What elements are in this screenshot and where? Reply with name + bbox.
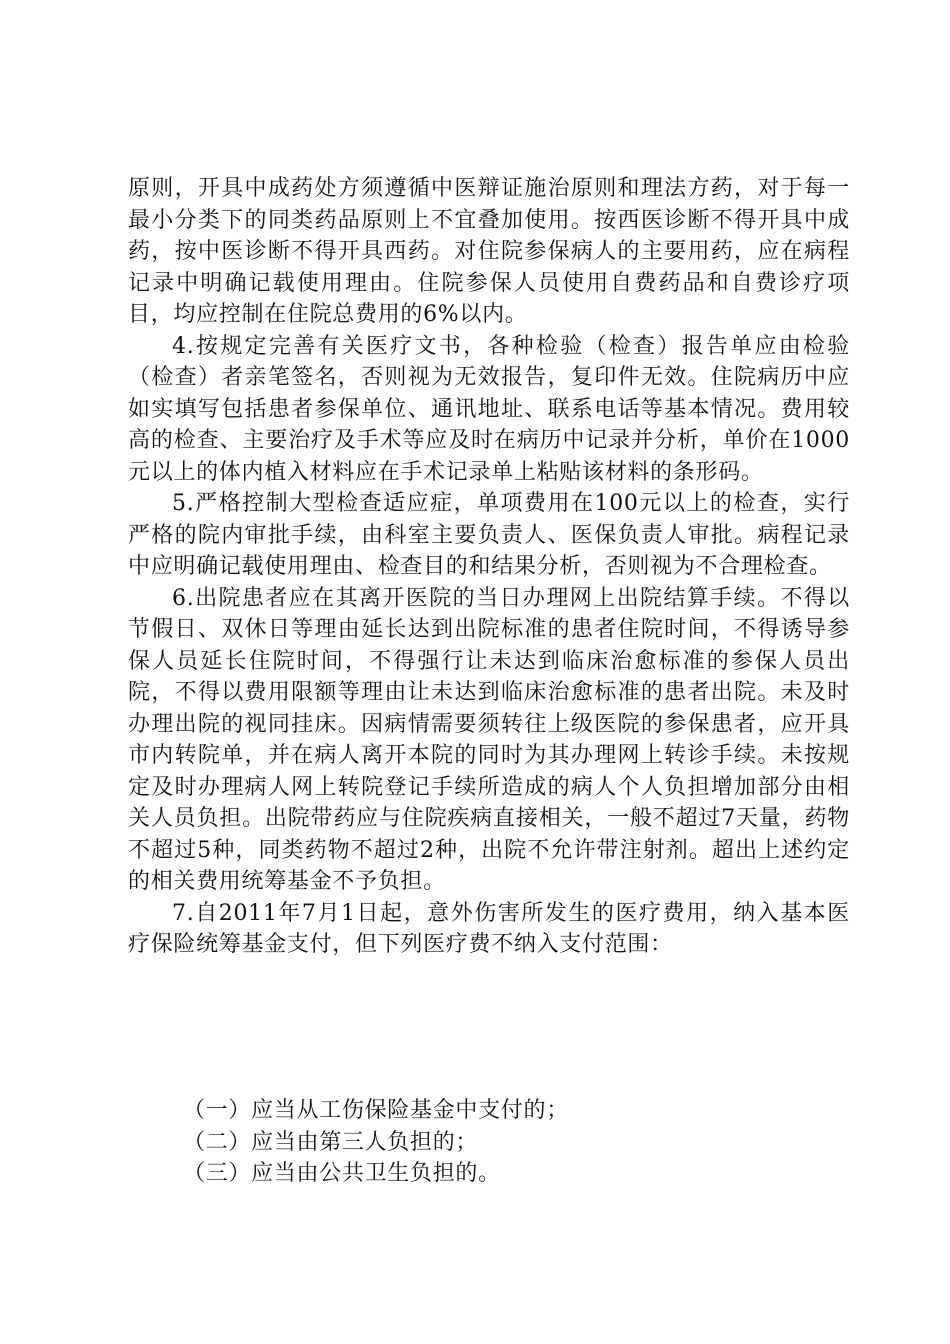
paragraph-item-4: 4.按规定完善有关医疗文书，各种检验（检查）报告单应由检验（检查）者亲笔签名，否则视为无效报告，复印件无效。住院病历中应如实填写包括患者参保单位、通讯地址、联系电话等基本情况。费用较高的检查、主要治疗及手术等应及时在病历中记录并分析，单价在1000元以上的体内植入材料应在手术记录单上粘贴该材料的条形码。 <box>128 333 850 485</box>
list-item: （二）应当由第三人负担的； <box>183 1129 479 1155</box>
exclusion-list <box>183 1095 850 1190</box>
list-item: （一）应当从工伤保险基金中支付的； <box>183 1098 569 1123</box>
paragraph-continued: 原则，开具中成药处方须遵循中医辩证施治原则和理法方药，对于每一最小分类下的同类药品原则上不宜叠加使用。按西医诊断不得开具中成药，按中医诊断不得开具西药。对住院参保病人的主要用药，应在病程记录中明确记载使用理由。住院参保人员使用自费药品和自费诊疗项目，均应控制在住院总费用的6%以内。 <box>128 176 850 327</box>
paragraph-item-5: 5.严格控制大型检查适应症，单项费用在100元以上的检查，实行严格的院内审批手续，由科室主要负责人、医保负责人审批。病程记录中应明确记载使用理由、检查目的和结果分析，否则视为不合理检查。 <box>128 491 850 579</box>
list-item: （三）应当由公共卫生负担的。 <box>183 1161 501 1186</box>
paragraph-item-7: 7.自2011年7月1日起，意外伤害所发生的医疗费用，纳入基本医疗保险统筹基金支付，但下列医疗费不纳入支付范围： <box>128 900 850 957</box>
document-body <box>128 173 850 961</box>
paragraph-item-6: 6.出院患者应在其离开医院的当日办理网上出院结算手续。不得以节假日、双休日等理由延长达到出院标准的患者住院时间，不得诱导参保人员延长住院时间，不得强行让未达到临床治愈标准的参保人员出院，不得以费用限额等理由让未达到临床治愈标准的患者出院。未及时办理出院的视同挂床。因病情需要须转往上级医院的参保患者，应开具市内转院单，并在病人离开本院的同时为其办理网上转诊手续。未按规定及时办理病人网上转院登记手续所造成的病人个人负担增加部分由相关人员负担。出院带药应与住院疾病直接相关，一般不超过7天量，药物不超过5种，同类药物不超过2种，出院不允许带注射剂。超出上述约定的相关费用统筹基金不予负担。 <box>128 585 850 894</box>
